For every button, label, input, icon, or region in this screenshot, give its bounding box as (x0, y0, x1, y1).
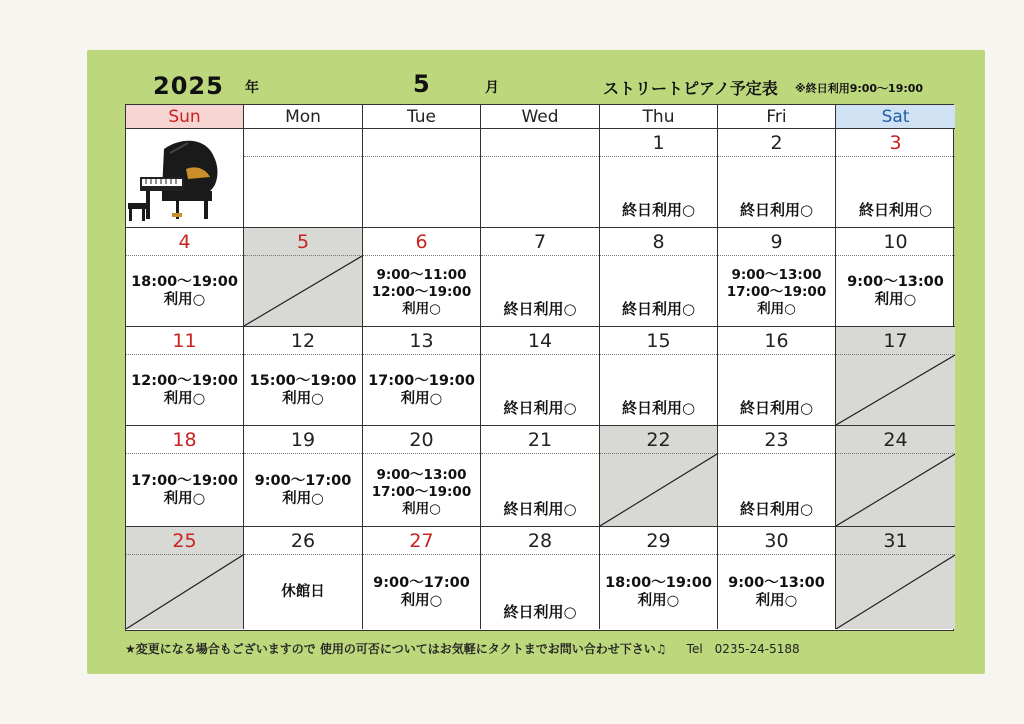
day-number: 21 (481, 426, 599, 454)
availability (244, 454, 362, 526)
day-cell-9 (718, 228, 836, 327)
day-number: 17 (836, 327, 955, 355)
closed-hatch (600, 454, 717, 526)
month: 5 (413, 70, 430, 98)
availability-line: 利用○ (402, 301, 441, 317)
month-unit: 月 (485, 80, 499, 96)
availability (481, 256, 599, 326)
availability-line: 終日利用○ (621, 300, 696, 318)
day-cell-5 (244, 228, 363, 327)
weekday-tue: Tue (363, 105, 481, 129)
closed-hatch (836, 454, 955, 526)
availability-line: 利用○ (163, 292, 206, 308)
availability (600, 355, 717, 425)
day-cell-23 (718, 426, 836, 527)
diagonal-line (836, 355, 955, 425)
availability-line: 利用○ (282, 391, 324, 407)
day-cell-7 (481, 228, 600, 327)
availability-line: 利用○ (755, 593, 798, 609)
footer (125, 640, 800, 657)
availability (244, 555, 362, 629)
availability-line: 9:00～17:00 (373, 575, 470, 591)
day-cell-3 (836, 129, 955, 228)
day-number: 23 (718, 426, 835, 454)
day-cell-25 (126, 527, 244, 629)
day-cell-15 (600, 327, 718, 426)
availability-line: 終日利用○ (621, 201, 696, 219)
diagonal-line (244, 256, 362, 326)
availability-line: 9:00～13:00 (847, 274, 944, 290)
diagonal-line (126, 555, 243, 629)
day-cell-24 (836, 426, 955, 527)
weekday-thu: Thu (600, 105, 718, 129)
availability-line: 9:00～13:00 (728, 575, 825, 591)
availability-line: 利用○ (637, 593, 680, 609)
availability-line: 18:00～19:00 (605, 575, 712, 591)
empty-cell (244, 129, 363, 228)
weekday-wed: Wed (481, 105, 600, 129)
availability (836, 157, 955, 227)
availability (481, 555, 599, 629)
day-number: 25 (126, 527, 243, 555)
availability-line: 9:00～13:00 (376, 467, 467, 483)
availability (481, 454, 599, 526)
availability (244, 355, 362, 425)
availability (363, 355, 480, 425)
day-number: 13 (363, 327, 480, 355)
availability-line: 17:00～19:00 (368, 373, 475, 389)
calendar-grid (125, 104, 954, 631)
availability (600, 256, 717, 326)
day-number: 8 (600, 228, 717, 256)
availability (126, 454, 243, 526)
day-number: 31 (836, 527, 955, 555)
day-cell-6 (363, 228, 481, 327)
availability (836, 256, 955, 326)
availability-line: 12:00～19:00 (131, 373, 238, 389)
closed-hatch (244, 256, 362, 326)
availability (718, 355, 835, 425)
day-cell-16 (718, 327, 836, 426)
availability-line: 利用○ (282, 491, 324, 507)
day-cell-26 (244, 527, 363, 629)
day-number: 19 (244, 426, 362, 454)
availability (718, 256, 835, 326)
availability-line: 終日利用○ (503, 603, 577, 621)
weekday-sun: Sun (126, 105, 244, 129)
availability (126, 355, 243, 425)
day-cell-13 (363, 327, 481, 426)
day-number: 22 (600, 426, 717, 454)
day-number: 12 (244, 327, 362, 355)
availability (363, 256, 480, 326)
closed-hatch (836, 555, 955, 629)
day-number: 2 (718, 129, 835, 157)
availability-line: 利用○ (400, 593, 443, 609)
availability-line: 利用○ (874, 292, 917, 308)
day-number: 30 (718, 527, 835, 555)
day-cell-31 (836, 527, 955, 629)
day-number: 1 (600, 129, 717, 157)
day-number: 16 (718, 327, 835, 355)
availability-line: 終日利用○ (503, 300, 577, 318)
day-cell-28 (481, 527, 600, 629)
diagonal-line (836, 555, 955, 629)
day-cell-19 (244, 426, 363, 527)
day-number: 4 (126, 228, 243, 256)
day-number (244, 129, 362, 157)
availability (126, 256, 243, 326)
availability (718, 555, 835, 629)
availability-line: 9:00～11:00 (376, 267, 467, 283)
day-number (363, 129, 480, 157)
day-number: 27 (363, 527, 480, 555)
availability (481, 355, 599, 425)
day-cell-30 (718, 527, 836, 629)
availability-line: 利用○ (163, 491, 206, 507)
day-number: 20 (363, 426, 480, 454)
availability (718, 454, 835, 526)
availability-line: 利用○ (163, 391, 206, 407)
weekday-fri: Fri (718, 105, 836, 129)
diagonal-line (600, 454, 717, 526)
schedule-card (87, 50, 985, 674)
day-cell-14 (481, 327, 600, 426)
day-number: 9 (718, 228, 835, 256)
day-number: 5 (244, 228, 362, 256)
day-number: 6 (363, 228, 480, 256)
availability-line: 終日利用○ (503, 500, 577, 518)
hours-note: ※終日利用9:00～19:00 (795, 82, 924, 95)
day-cell-22 (600, 426, 718, 527)
day-number: 14 (481, 327, 599, 355)
availability-line: 終日利用○ (739, 399, 814, 417)
closed-hatch (126, 555, 243, 629)
day-number: 28 (481, 527, 599, 555)
day-cell-4 (126, 228, 244, 327)
page-title: ストリートピアノ予定表 (603, 79, 778, 98)
day-cell-2 (718, 129, 836, 228)
availability-line: 利用○ (757, 301, 796, 317)
day-number: 7 (481, 228, 599, 256)
availability-line: 18:00～19:00 (131, 274, 238, 290)
availability-line: 利用○ (400, 391, 443, 407)
availability (363, 454, 480, 526)
day-number: 24 (836, 426, 955, 454)
empty-cell (126, 129, 244, 228)
availability-line: 17:00～19:00 (726, 284, 827, 300)
day-number (481, 129, 599, 157)
weekday-mon: Mon (244, 105, 363, 129)
day-number: 26 (244, 527, 362, 555)
availability-line: 終日利用○ (739, 500, 814, 518)
day-cell-20 (363, 426, 481, 527)
availability-line: 終日利用○ (621, 399, 696, 417)
day-cell-10 (836, 228, 955, 327)
availability-line: 終日利用○ (858, 201, 933, 219)
grand-piano-icon (126, 129, 243, 227)
closed-hatch (836, 355, 955, 425)
day-number: 10 (836, 228, 955, 256)
availability-line: 17:00～19:00 (371, 484, 472, 500)
day-number: 15 (600, 327, 717, 355)
day-cell-27 (363, 527, 481, 629)
availability-line: 利用○ (402, 501, 441, 517)
day-number: 29 (600, 527, 717, 555)
availability-line: 終日利用○ (739, 201, 814, 219)
day-cell-21 (481, 426, 600, 527)
availability-line: 9:00～13:00 (731, 267, 822, 283)
day-cell-1 (600, 129, 718, 228)
availability-line: 15:00～19:00 (249, 373, 357, 389)
day-cell-8 (600, 228, 718, 327)
availability-line: 12:00～19:00 (371, 284, 472, 300)
weekday-sat: Sat (836, 105, 955, 129)
availability-line: 終日利用○ (503, 399, 577, 417)
day-cell-17 (836, 327, 955, 426)
footer-tel: Tel 0235-24-5188 (686, 642, 800, 656)
year-unit: 年 (245, 80, 259, 96)
day-cell-18 (126, 426, 244, 527)
availability-line: 17:00～19:00 (131, 473, 238, 489)
empty-cell (363, 129, 481, 228)
day-cell-29 (600, 527, 718, 629)
availability (718, 157, 835, 227)
availability (363, 555, 480, 629)
availability-line: 休館日 (281, 584, 325, 600)
year: 2025 (153, 72, 224, 100)
day-number: 18 (126, 426, 243, 454)
diagonal-line (836, 454, 955, 526)
day-number: 11 (126, 327, 243, 355)
availability-line: 9:00～17:00 (254, 473, 352, 489)
availability (600, 157, 717, 227)
empty-cell (481, 129, 600, 228)
day-number: 3 (836, 129, 955, 157)
day-cell-11 (126, 327, 244, 426)
day-cell-12 (244, 327, 363, 426)
header (87, 50, 985, 104)
availability (600, 555, 717, 629)
footer-notice: ★変更になる場合もございますので 使用の可否についてはお気軽にタクトまでお問い合わせ下さい♫ (125, 642, 667, 656)
